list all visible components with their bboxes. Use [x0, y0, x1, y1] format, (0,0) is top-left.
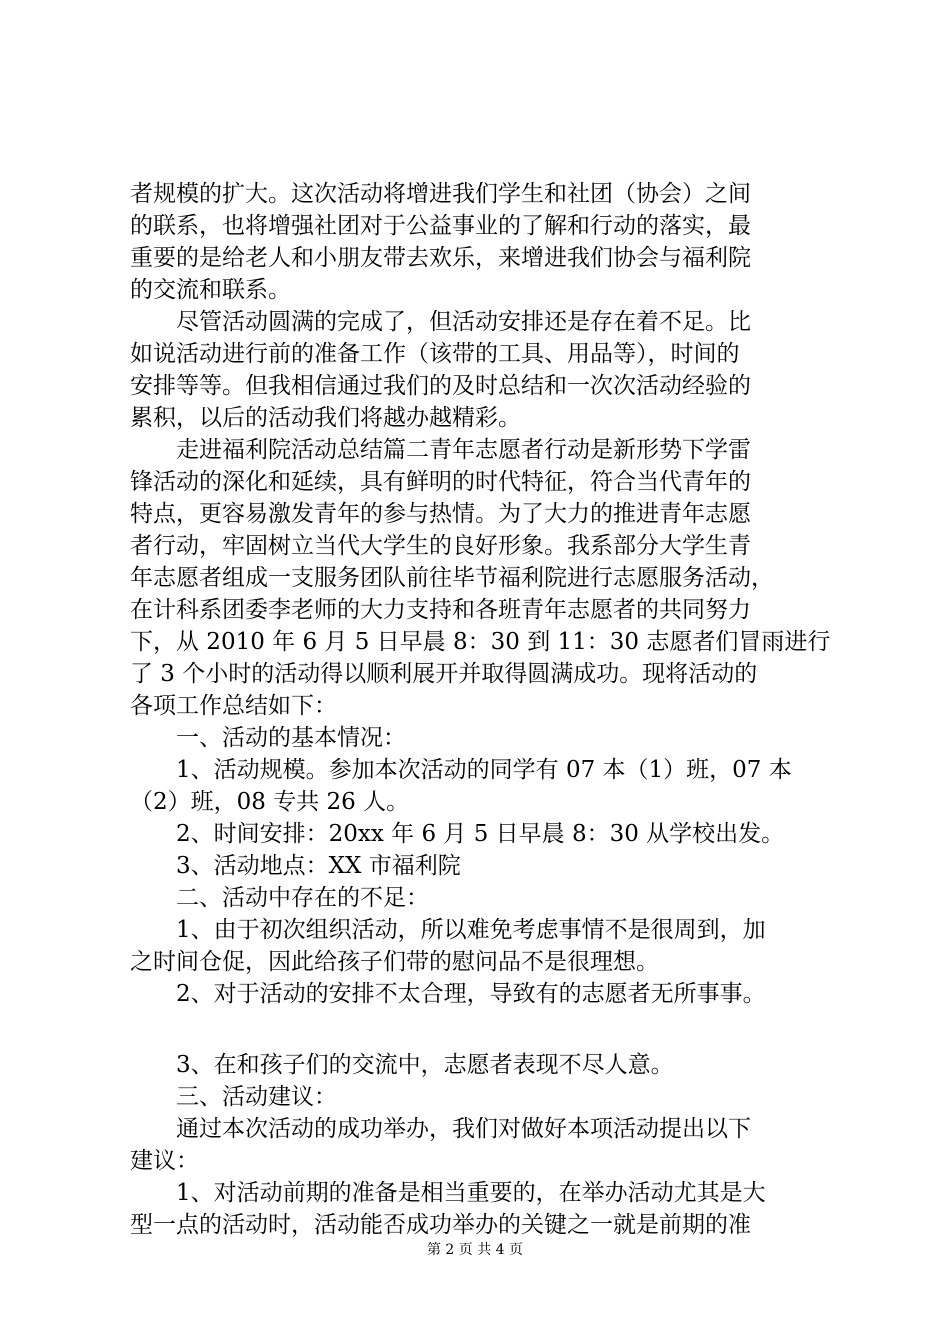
text-line: （2）班，08 专共 26 人。 [130, 789, 410, 815]
text-line: 二、活动中存在的不足： [176, 885, 429, 911]
text-line: 走进福利院活动总结篇二青年志愿者行动是新形势下学雷 [176, 437, 751, 463]
text-line: 2、时间安排：20xx 年 6 月 5 日早晨 8：30 从学校出发。 [176, 821, 785, 847]
text-line: 的联系，也将增强社团对于公益事业的了解和行动的落实，最 [130, 213, 751, 239]
text-line: 的交流和联系。 [130, 277, 291, 303]
text-line: 在计科系团委李老师的大力支持和各班青年志愿者的共同努力 [130, 597, 751, 623]
text-line: 三、活动建议： [176, 1084, 337, 1110]
text-line: 重要的是给老人和小朋友带去欢乐，来增进我们协会与福利院 [130, 245, 751, 271]
text-line: 3、活动地点：XX 市福利院 [176, 853, 461, 879]
page-footer: 第 2 页 共 4 页 [426, 1242, 524, 1258]
text-line: 型一点的活动时，活动能否成功举办的关键之一就是前期的准 [130, 1212, 751, 1238]
text-line: 尽管活动圆满的完成了，但活动安排还是存在着不足。比 [176, 309, 751, 335]
text-line: 年志愿者组成一支服务团队前往毕节福利院进行志愿服务活动， [130, 565, 774, 591]
text-line: 3、在和孩子们的交流中，志愿者表现不尽人意。 [176, 1052, 674, 1078]
text-line: 1、由于初次组织活动，所以难免考虑事情不是很周到，加 [176, 917, 766, 943]
text-line: 者行动，牢固树立当代大学生的良好形象。我系部分大学生青 [130, 533, 751, 559]
text-line: 累积，以后的活动我们将越办越精彩。 [130, 405, 521, 431]
text-line: 锋活动的深化和延续，具有鲜明的时代特征，符合当代青年的 [130, 469, 751, 495]
text-line: 一、活动的基本情况： [176, 725, 406, 751]
text-line: 者规模的扩大。这次活动将增进我们学生和社团（协会）之间 [130, 181, 751, 207]
text-line: 2、对于活动的安排不太合理，导致有的志愿者无所事事。 [176, 981, 766, 1007]
text-line: 特点，更容易激发青年的参与热情。为了大力的推进青年志愿 [130, 501, 751, 527]
text-line: 下，从 2010 年 6 月 5 日早晨 8：30 到 11：30 志愿者们冒雨进行 [130, 629, 831, 655]
text-line: 各项工作总结如下： [130, 693, 337, 719]
text-line: 1、活动规模。参加本次活动的同学有 07 本（1）班，07 本 [176, 757, 792, 783]
text-line: 如说活动进行前的准备工作（该带的工具、用品等），时间的 [130, 341, 740, 367]
text-line: 之时间仓促，因此给孩子们带的慰问品不是很理想。 [130, 949, 659, 975]
text-line: 安排等等。但我相信通过我们的及时总结和一次次活动经验的 [130, 373, 751, 399]
text-line: 通过本次活动的成功举办，我们对做好本项活动提出以下 [176, 1116, 751, 1142]
text-line: 建议： [130, 1148, 199, 1174]
text-line: 了 3 个小时的活动得以顺利展开并取得圆满成功。现将活动的 [130, 661, 758, 687]
text-line: 1、对活动前期的准备是相当重要的，在举办活动尤其是大 [176, 1180, 766, 1206]
